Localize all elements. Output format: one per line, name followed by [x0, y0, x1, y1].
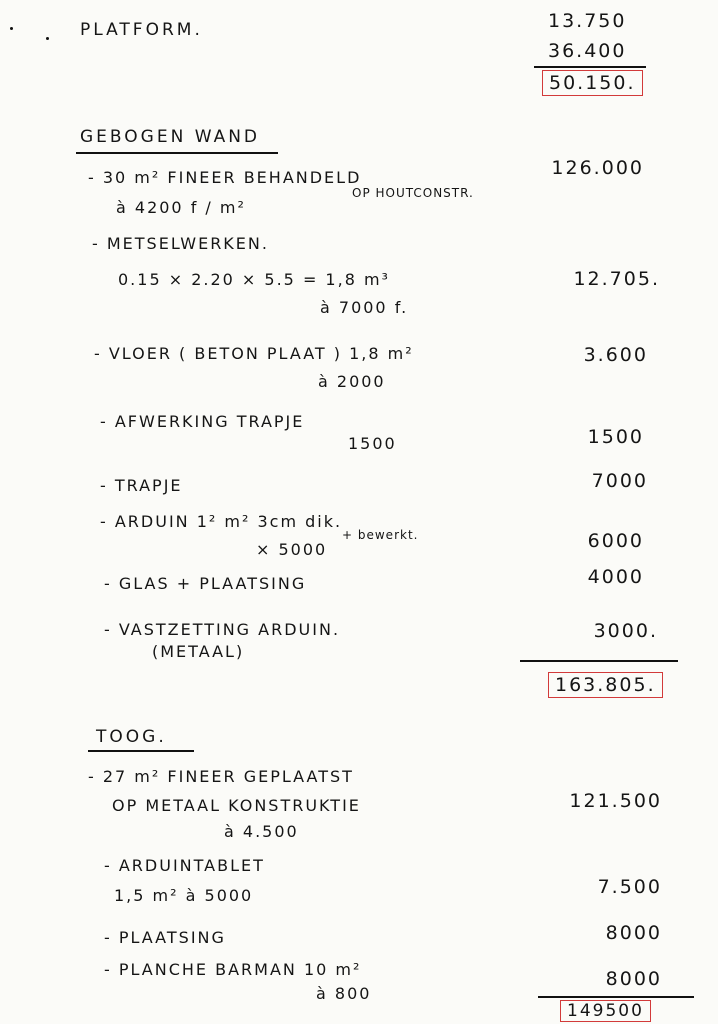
item-value: 8000 [605, 922, 662, 944]
stray-mark [10, 27, 13, 30]
item-line: × 5000 [256, 540, 328, 559]
toog-underline [88, 750, 194, 752]
item-line: à 4.500 [224, 822, 299, 841]
item-line: - TRAPJE [100, 476, 183, 495]
item-line: - GLAS + PLAATSING [104, 574, 307, 593]
item-line: (METAAL) [152, 642, 245, 661]
item-line: + bewerkt. [342, 528, 419, 542]
item-value: 3000. [593, 620, 658, 642]
item-value: 1500 [587, 426, 644, 448]
item-line: - AFWERKING TRAPJE [100, 412, 305, 431]
gebogen-wand-total: 163.805. [548, 672, 663, 698]
gebogen-wand-sum-rule [520, 660, 678, 662]
item-line: 1500 [348, 434, 397, 453]
platform-title: PLATFORM. [80, 20, 203, 40]
gebogen-wand-underline [76, 152, 278, 154]
item-value: 12.705. [573, 268, 660, 290]
item-line: à 4200 f / m² [116, 198, 246, 217]
platform-value-1: 13.750 [548, 10, 627, 32]
item-line: - PLANCHE BARMAN 10 m² [104, 960, 362, 979]
platform-sum-rule [534, 66, 646, 68]
item-line: à 7000 f. [320, 298, 409, 317]
platform-total: 50.150. [542, 70, 643, 96]
item-value: 6000 [587, 530, 644, 552]
item-line: - VASTZETTING ARDUIN. [104, 620, 341, 639]
item-line: - METSELWERKEN. [92, 234, 269, 253]
toog-title: TOOG. [96, 727, 167, 747]
item-line: 1,5 m² à 5000 [114, 886, 254, 905]
item-line: OP HOUTCONSTR. [352, 186, 474, 200]
item-value: 121.500 [569, 790, 662, 812]
item-value: 3.600 [583, 344, 648, 366]
item-line: 0.15 × 2.20 × 5.5 = 1,8 m³ [118, 270, 390, 289]
item-value: 7000 [591, 470, 648, 492]
item-value: 7.500 [597, 876, 662, 898]
item-line: - ARDUINTABLET [104, 856, 265, 875]
item-line: - ARDUIN 1² m² 3cm dik. [100, 512, 343, 531]
item-line: à 2000 [318, 372, 386, 391]
item-line: - 27 m² FINEER GEPLAATST [88, 767, 354, 786]
item-line: OP METAAL KONSTRUKTIE [112, 796, 361, 815]
stray-mark [46, 37, 49, 40]
item-value: 4000 [587, 566, 644, 588]
item-line: - 30 m² FINEER BEHANDELD [88, 168, 362, 187]
item-value: 126.000 [551, 157, 644, 179]
item-line: à 800 [316, 984, 372, 1003]
toog-sum-rule [538, 996, 694, 998]
item-line: - PLAATSING [104, 928, 226, 947]
gebogen-wand-title: GEBOGEN WAND [80, 127, 261, 147]
toog-total: 149500 [560, 1000, 651, 1022]
platform-value-2: 36.400 [548, 40, 627, 62]
item-value: 8000 [605, 968, 662, 990]
item-line: - VLOER ( BETON PLAAT ) 1,8 m² [94, 344, 414, 363]
